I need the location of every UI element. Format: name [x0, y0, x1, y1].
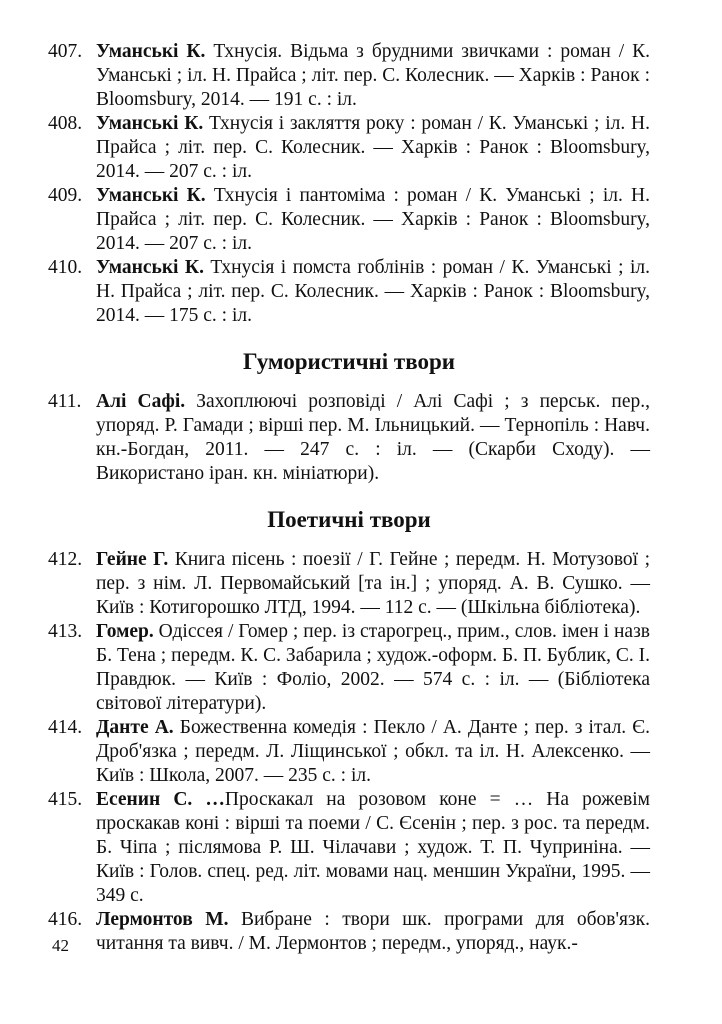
entry-number: 413. — [48, 621, 83, 642]
bibliography-entry — [48, 112, 650, 184]
entry-author: Уманські К. — [96, 257, 204, 278]
entry-author: Уманські К. — [96, 185, 206, 206]
entry-author: Гомер. — [96, 621, 154, 642]
bibliography-entry — [48, 788, 650, 908]
entry-text — [96, 390, 650, 486]
bibliography-entry — [48, 184, 650, 256]
entry-description: Одіссея / Гомер ; пер. із старогрец., прим., слов. імен і назв Б. Тена ; передм. К. С. Забарила ; худож.-оформ. Б. П. Бублик, С. І. Правдюк. — Київ : Фоліо, 2002. — 574 с. : іл. — (Бібліотека світової літератури). — [96, 621, 650, 714]
entry-list — [48, 548, 650, 956]
section-heading-humor: Гумористичні твори — [242, 349, 456, 374]
entry-number: 415. — [48, 789, 83, 810]
entry-description: Захоплюючі розповіді / Алі Сафі ; з перськ. пер., упоряд. Р. Гамади ; вірші пер. М. Ільницький. — Тернопіль : Навч. кн.-Богдан, 2011. — 247 с. : іл. — (Скарби Сходу). — Використано іран. кн. мініатюри). — [96, 391, 650, 484]
entry-number: 416. — [48, 909, 83, 930]
bibliography-page — [48, 40, 650, 956]
entry-description: Книга пісень : поезії / Г. Гейне ; передм. Н. Мотузової ; пер. з нім. Л. Первомайський [та ін.] ; упоряд. А. В. Сушко. — Київ : Котигорошко ЛТД, 1994. — 112 с. — (Шкільна бібліотека). — [96, 549, 650, 618]
entry-text — [96, 548, 650, 620]
entry-text — [96, 788, 650, 908]
entry-list — [48, 40, 650, 328]
entry-text — [96, 112, 650, 184]
entry-description: Тхнусія і помста гоблінів : роман / К. Уманські ; іл. Н. Прайса ; літ. пер. С. Колесник. — Харків : Ранок : Bloomsbury, 2014. — 175 с. : іл. — [96, 257, 650, 326]
entry-text — [96, 716, 650, 788]
bibliography-entry — [48, 908, 650, 956]
entry-author: Уманські К. — [96, 113, 204, 134]
page-number: 42 — [52, 936, 69, 955]
entry-author: Гейне Г. — [96, 549, 169, 570]
entry-number: 410. — [48, 257, 83, 278]
entry-author: Уманські К. — [96, 41, 206, 62]
entry-author: Лермонтов М. — [96, 909, 229, 930]
entry-number: 407. — [48, 41, 83, 62]
entry-number: 414. — [48, 717, 83, 738]
entry-description: Тхнусія і закляття року : роман / К. Уманські ; іл. Н. Прайса ; літ. пер. С. Колесник. — Харків : Ранок : Bloomsbury, 2014. — 207 с. : іл. — [96, 113, 650, 182]
section-heading-poetry: Поетичні твори — [267, 507, 431, 532]
entry-description: Вибране : твори шк. програми для обов'язк. читання та вивч. / М. Лермонтов ; передм., упоряд., наук.- — [96, 909, 650, 954]
entry-text — [96, 908, 650, 956]
entry-number: 409. — [48, 185, 83, 206]
entry-description: Тхнусія і пантоміма : роман / К. Уманські ; іл. Н. Прайса ; літ. пер. С. Колесник. — Харків : Ранок : Bloomsbury, 2014. — 207 с. : іл. — [96, 185, 650, 254]
entry-number: 408. — [48, 113, 83, 134]
bibliography-entry — [48, 390, 650, 486]
entry-author: Алі Сафі. — [96, 391, 186, 412]
entry-author: Есенин С. … — [96, 789, 225, 810]
bibliography-entry — [48, 40, 650, 112]
bibliography-entry — [48, 716, 650, 788]
entry-number: 411. — [48, 391, 82, 412]
entry-text — [96, 40, 650, 112]
bibliography-entry — [48, 620, 650, 716]
entry-text — [96, 184, 650, 256]
entry-number: 412. — [48, 549, 83, 570]
bibliography-entry — [48, 256, 650, 328]
entry-description: Тхнусія. Відьма з брудними звичками : роман / К. Уманські ; іл. Н. Прайса ; літ. пер. С. Колесник. — Харків : Ранок : Bloomsbury, 2014. — 191 с. : іл. — [96, 41, 650, 110]
entry-description: Проскакал на розовом коне = … На рожевім проскакав коні : вірші та поеми / С. Єсенін ; пер. з рос. та передм. Б. Чіпа ; післямова Р. Ш. Чілачави ; худож. Т. П. Чуприніна. — Київ : Голов. спец. ред. літ. мовами нац. меншин України, 1995. — 349 с. — [96, 789, 650, 906]
entry-list — [48, 390, 650, 486]
entry-author: Данте А. — [96, 717, 174, 738]
entry-description: Божественна комедія : Пекло / А. Данте ; пер. з італ. Є. Дроб'язка ; передм. Л. Ліщинської ; обкл. та іл. Н. Алексенко. — Київ : Школа, 2007. — 235 с. : іл. — [96, 717, 650, 786]
entry-text — [96, 620, 650, 716]
entry-text — [96, 256, 650, 328]
bibliography-entry — [48, 548, 650, 620]
